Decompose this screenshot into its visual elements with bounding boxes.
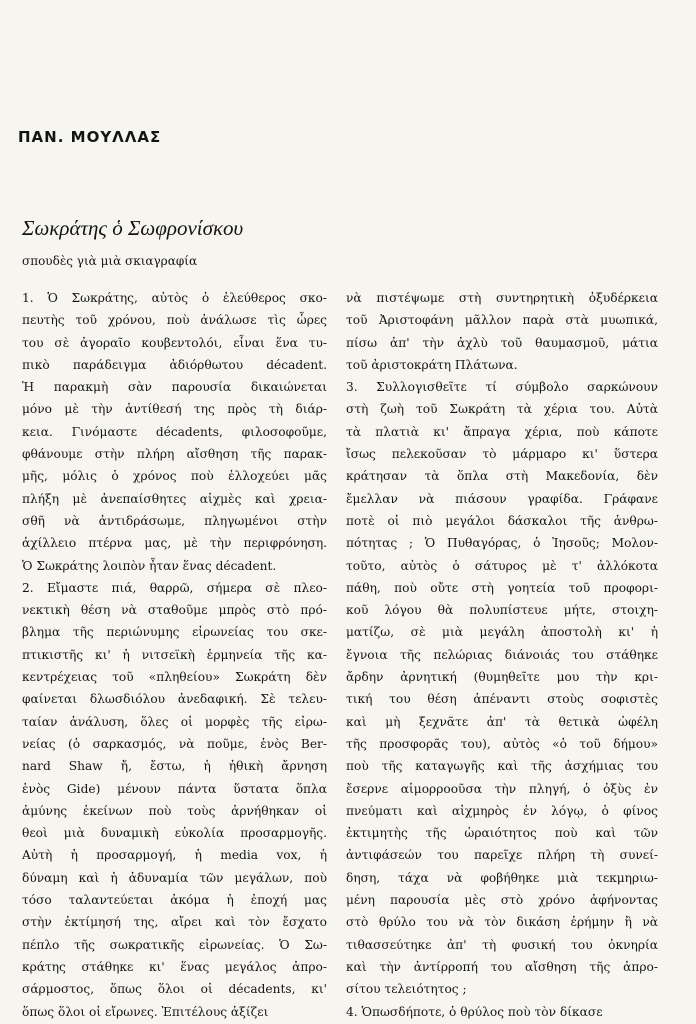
text-line: ταίαν ἀνάλυση, ὅλες οἱ μορφὲς τῆς εἰρω- [22,714,327,729]
author-name: ΠΑΝ. ΜΟΥΛΛΑΣ [18,128,162,146]
text-line: στὴν ἐκτίμησή της, αἴρει καὶ τὸν ἔσχατο [22,915,327,930]
text-line: πνεύματι καὶ αἰχμηρὸς ἐν λόγῳ, ὁ φίνος [346,803,658,818]
text-line: τοῦτο, αὐτὸς ὁ σάτυρος μὲ τ' ἀλλόκοτα [346,558,658,573]
text-line: ἔγνοια τῆς πελώριας διάνοιάς του στάθηκε [346,647,658,662]
text-line: ἔμελλαν νὰ πιάσουν γραφίδα. Γράφανε [346,491,658,506]
text-line: ἔσερνε αἱμορροοῦσα τὴν πληγή, ὁ ὀξὺς ἐν [346,781,658,796]
text-line: μῆς, μόλις ὁ χρόνος ποὺ ἐλλοχεύει μᾶς [22,469,327,484]
text-line: τόσο ταλαντεύεται ἀκόμα ἡ ἐποχή μας [22,893,327,908]
text-line: πάθη, ποὺ οὔτε στὴ γοητεία τοῦ προφορι- [346,580,658,595]
text-line: 2. Εἴμαστε πιά, θαρρῶ, σήμερα σὲ πλεο- [22,580,327,595]
text-line: πίσω ἀπ' τὴν ἀχλὺ τοῦ θαυμασμοῦ, μάτια [346,335,658,350]
text-line: τῆς προσφορᾶς του), αὐτὸς «ὁ τοῦ δήμου» [346,736,658,751]
text-line: τική του θέση ἀπέναντι στοὺς σοφιστὲς [346,692,658,707]
text-line: ἴσως πελεκοῦσαν τὸ μάρμαρο κι' ὕστερα [346,447,658,462]
text-line: δηση, τάχα νὰ φοβήθηκε μιὰ τεκμηριω- [346,870,658,885]
text-column-right [346,287,658,1023]
text-line: πέπλο τῆς σωκρατικῆς εἰρωνείας. Ὁ Σω- [22,937,327,952]
text-line: νείας (ὁ σαρκασμός, νὰ ποῦμε, ἑνὸς Ber- [22,736,327,751]
essay-title: Σωκράτης ὁ Σωφρονίσκου [22,216,244,240]
text-line: 4. Ὁπωσδήποτε, ὁ θρύλος ποὺ τὸν δίκασε [346,1004,603,1019]
text-line: τὰ πλατιὰ κι' ἄπραγα χέρια, ποὺ κάποτε [346,424,658,439]
text-line: πικὸ παράδειγμα ἀδιόρθωτου décadent. [22,357,327,372]
text-line: σάρμοστος, ὅπως ὅλοι οἱ décadents, κι' [22,982,327,997]
text-line: φαίνεται δλωσδιόλου ἀνεδαφική. Σὲ τελευ- [22,692,327,707]
text-line: Ὁ Σωκράτης λοιπὸν ἦταν ἕνας décadent. [22,558,277,573]
text-line: του σὲ ἀγοραῖο κουβεντολόι, εἶναι ἕνα τυ- [22,335,327,350]
text-line: σίτου τελειότητος ; [346,982,467,997]
text-line: σθῆ νὰ ἀντιδράσωμε, πληγωμένοι στὴν [22,513,327,528]
text-line: πλήξη μὲ ἀνεπαίσθητες αἰχμὲς καὶ χρεια- [22,491,327,506]
text-line: δύναμη καὶ ἡ ἀδυναμία τῶν μεγάλων, ποὺ [22,870,327,885]
text-line: στὸ θρύλο του νὰ τὸν δικάση ἐρήμην ἢ νὰ [346,915,658,930]
text-line: πτικιστῆς κι' ἡ νιτσεϊκὴ ἑρμηνεία τῆς κα- [22,647,327,662]
text-line: καὶ μὴ ξεχνᾶτε ἀπ' τὰ θετικὰ ὠφέλη [346,714,658,729]
text-line: κεια. Γινόμαστε décadents, φιλοσοφοῦμε, [22,424,327,439]
text-line: κράτης στάθηκε κι' ἕνας μεγάλος ἀπρο- [22,959,327,974]
text-line: ὅπως ὅλοι οἱ εἴρωνες. Ἐπιτέλους ἀξίζει [22,1004,269,1019]
text-line: ἀμύνης ἐκείνων ποὺ τοὺς ἀρνήθηκαν οἱ [22,803,327,818]
text-line: ἄρδην ἀρνητική (θυμηθεῖτε μου τὴν κρι- [346,670,658,685]
text-line: τοῦ Ἀριστοφάνη μᾶλλον παρὰ στὰ μυωπικά, [346,313,658,328]
text-line: nard Shaw ἤ, ἔστω, ἡ ἠθικὴ ἄρνηση [22,759,327,774]
text-line: μένη παρουσία μὲς στὸ χρόνο ἀφήνοντας [346,893,658,908]
text-line: στὴ ζωὴ τοῦ Σωκράτη τὰ χέρια του. Αὐτὰ [346,402,658,417]
text-line: μόνο μὲ τὴν ἀντίθεσή της πρὸς τὴ διάρ- [22,402,327,417]
text-line: τοῦ ἀριστοκράτη Πλάτωνα. [346,357,518,372]
text-column-left [22,287,327,1023]
text-line: ματίζω, σὲ μιὰ μεγάλη ἀποστολὴ κι' ἡ [346,625,658,640]
text-line: πότητας ; Ὁ Πυθαγόρας, ὁ Ἰησοῦς; Μολον- [346,536,658,551]
text-line: ἑνὸς Gide) μένουν πάντα ὕστατα ὅπλα [22,781,327,796]
text-line: Ἡ παρακμὴ σὰν παρουσία δικαιώνεται [22,380,327,395]
text-line: νὰ πιστέψωμε στὴ συντηρητικὴ ὀξυδέρκεια [346,291,658,305]
text-line: ἀχίλλειο πτέρνα μας, μὲ τὴν περιφρόνηση. [22,536,327,551]
text-line: κεντρέχειας τοῦ «πληθείου» Σωκράτη δὲν [22,670,327,685]
text-line: ἀντιφάσεών του παρεῖχε πλήρη τὴ συνεί- [346,848,658,863]
text-line: κοῦ λόγου θὰ πολυπίστευε μήτε, στοιχη- [346,603,658,618]
text-line: ποὺ τῆς καταγωγῆς καὶ τῆς ἀσχήμιας του [346,759,658,774]
text-line: Αὐτὴ ἡ προσαρμογή, ἡ media vox, ἡ [22,848,327,863]
text-line: κράτησαν τὰ ὅπλα στὴ Μακεδονία, δὲν [346,469,658,484]
text-line: πευτὴς τοῦ χρόνου, ποὺ ἀνάλωσε τὶς ὧρες [22,313,327,328]
text-line: ἐκτιμητὴς τῆς ὡραιότητος ποὺ καὶ τῶν [346,826,658,841]
text-line: τιθασσεύτηκε ἀπ' τὴ φυσική του ὀκνηρία [346,937,658,952]
text-line: νεκτικὴ θέση νὰ σταθοῦμε μπρὸς στὸ πρό- [22,603,327,618]
text-line: καὶ τὴν ἀντίρροπή του αἴσθηση τῆς ἀπρο- [346,959,658,974]
text-line: 1. Ὁ Σωκράτης, αὐτὸς ὁ ἐλεύθερος σκο- [22,291,327,305]
essay-subtitle: σπουδὲς γιὰ μιὰ σκιαγραφία [22,254,198,268]
text-line: φθάνουμε στὴν πλήρη αἴσθηση τῆς παρακ- [22,447,327,462]
text-line: 3. Συλλογισθεῖτε τί σύμβολο σαρκώνουν [346,380,658,395]
text-line: ποτὲ οἱ πιὸ μεγάλοι δάσκαλοι τῆς ἀνθρω- [346,513,658,528]
text-line: θεοὶ μιὰ δυναμικὴ εὐκολία προσαρμογῆς. [22,826,327,841]
text-line: βλημα τῆς περιώνυμης εἰρωνείας του σκε- [22,625,327,640]
